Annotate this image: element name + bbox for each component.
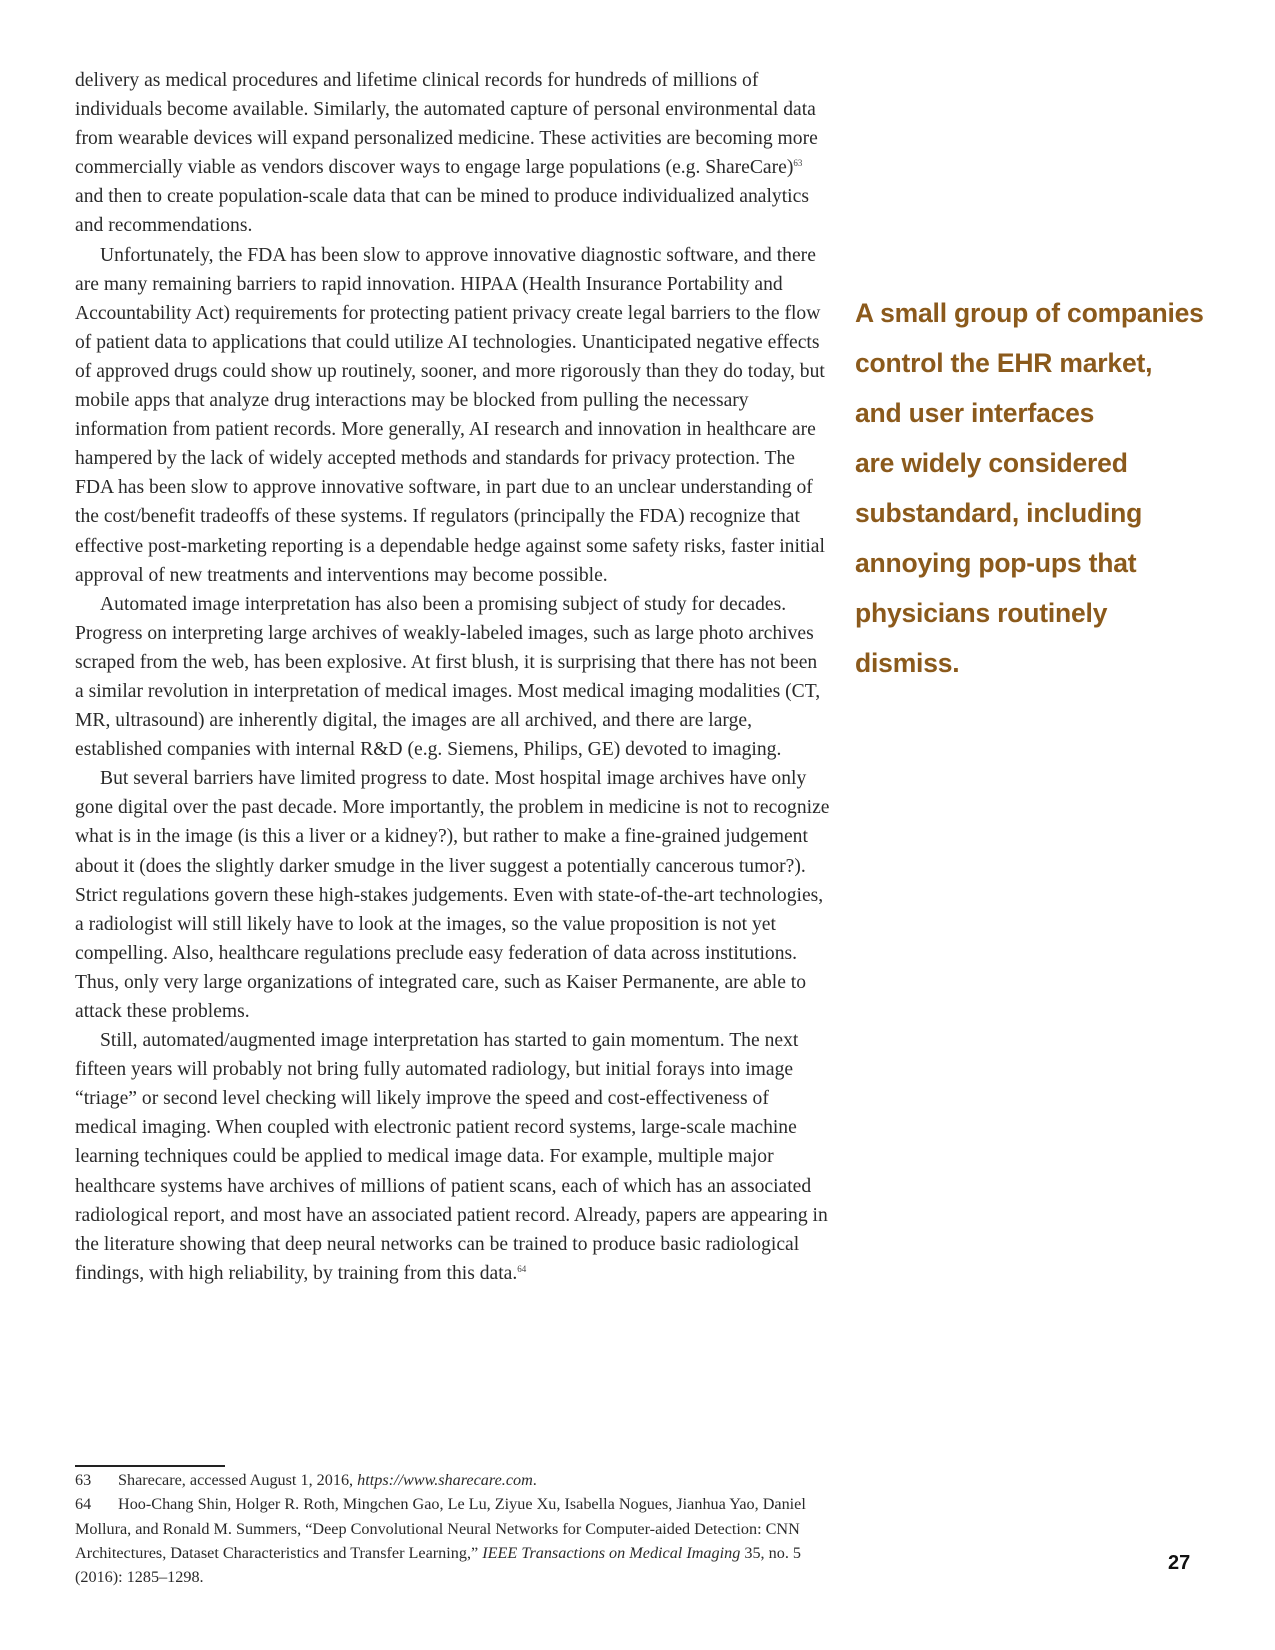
page-number: 27 xyxy=(1168,1552,1191,1574)
pull-quote-line: are widely considered xyxy=(855,448,1128,478)
footnote-url-link[interactable]: https://www.sharecare.com xyxy=(357,1471,533,1489)
footnote-64 xyxy=(75,1492,835,1589)
pull-quote-line: substandard, including xyxy=(855,498,1143,528)
pull-quote-line: physicians routinely xyxy=(855,598,1108,628)
pull-quote-line: annoying pop-ups that xyxy=(855,548,1137,578)
footnote-text-end: . xyxy=(532,1471,537,1489)
pull-quote-line: control the EHR market, xyxy=(855,348,1153,378)
pull-quote xyxy=(855,288,1235,688)
paragraph-1 xyxy=(75,66,830,241)
footnote-number: 63 xyxy=(75,1471,92,1489)
footnote-text: Sharecare, accessed August 1, 2016, xyxy=(118,1471,358,1489)
footnote-divider xyxy=(75,1465,225,1467)
paragraph-3: Automated image interpretation has also been a promising subject of study for decades. Progress on interpreting large archives of weakly-labeled images, such as large photo archives scraped from the web, has been explosive. At first blush, it is surprising that there has not been a similar revolution in interpretation of medical images. Most medical imaging modalities (CT, MR, ultrasound) are inherently digital, the images are all archived, and there are large, established companies with internal R&D (e.g. Siemens, Philips, GE) devoted to imaging. xyxy=(75,593,821,761)
pull-quote-line: dismiss. xyxy=(855,648,960,678)
pull-quote-line: A small group of companies xyxy=(855,298,1204,328)
footnote-journal-title: IEEE Transactions on Medical Imaging xyxy=(482,1543,741,1562)
footnote-63 xyxy=(75,1468,835,1492)
pull-quote-line: and user interfaces xyxy=(855,398,1095,428)
footnote-ref-63[interactable]: 63 xyxy=(793,158,803,169)
footnotes xyxy=(75,1468,835,1589)
paragraph-5-text: Still, automated/augmented image interpretation has started to gain momentum. The next fifteen years will probably not bring fully automated radiology, but initial forays into image “triage” or second level checking will likely improve the speed and cost-effectiveness of medical imaging. When coupled with electronic patient record systems, large-scale machine learning techniques could be applied to medical image data. For example, multiple major healthcare systems have archives of millions of patient scans, each of which has an associated radiological report, and most have an associated patient record. Already, papers are appearing in the literature showing that deep neural networks can be trained to produce basic radiological findings, with high reliability, by training from this data. xyxy=(75,1030,828,1284)
paragraph-1-text: delivery as medical procedures and lifetime clinical records for hundreds of millions of individuals become available. Similarly, the automated capture of personal environmental data from wearable devices will expand personalized medicine. These activities are becoming more commercially viable as vendors discover ways to engage large populations (e.g. ShareCare) xyxy=(75,70,818,179)
paragraph-4: But several barriers have limited progress to date. Most hospital image archives have only gone digital over the past decade. More importantly, the problem in medicine is not to recognize what is in the image (is this a liver or a kidney?), but rather to make a fine-grained judgement about it (does the slightly darker smudge in the liver suggest a potentially cancerous tumor?). Strict regulations govern these high-stakes judgements. Even with state-of-the-art technologies, a radiologist will still likely have to look at the images, so the value proposition is not yet compelling. Also, healthcare regulations preclude easy federation of data across institutions. Thus, only very large organizations of integrated care, such as Kaiser Permanente, are able to attack these problems. xyxy=(75,768,830,1022)
footnote-ref-64[interactable]: 64 xyxy=(517,1263,527,1274)
paragraph-1-text-end: and then to create population-scale data that can be mined to produce individualized analytics and recommendations. xyxy=(75,186,809,237)
footnote-number: 64 xyxy=(75,1495,92,1514)
footnote-text: Hoo-Chang Shin, Holger R. Roth, Mingchen Gao, Le Lu, Ziyue Xu, Isabella Nogues, Jianhua Yao, Daniel Mollura, and Ronald M. Summers, “Deep Convolutional Neural Networks for Computer-aided Detection: CNN Architectures, Dataset Characteristics and Transfer Learning,” xyxy=(75,1495,806,1562)
footnote-text-end: 35, no. 5 (2016): 1285–1298. xyxy=(75,1543,802,1587)
paragraph-2: Unfortunately, the FDA has been slow to approve innovative diagnostic software, and there are many remaining barriers to rapid innovation. HIPAA (Health Insurance Portability and Accountability Act) requirements for protecting patient privacy create legal barriers to the flow of patient data to applications that could utilize AI technologies. Unanticipated negative effects of approved drugs could show up routinely, sooner, and more rigorously than they do today, but mobile apps that analyze drug interactions may be blocked from pulling the necessary information from patient records. More generally, AI research and innovation in healthcare are hampered by the lack of widely accepted methods and standards for privacy protection. The FDA has been slow to approve innovative software, in part due to an unclear understanding of the cost/benefit tradeoffs of these systems. If regulators (principally the FDA) recognize that effective post-marketing reporting is a dependable hedge against some safety risks, faster initial approval of new treatments and interventions may become possible. xyxy=(75,244,825,586)
paragraph-5 xyxy=(75,1026,830,1288)
body-text xyxy=(75,66,830,1288)
